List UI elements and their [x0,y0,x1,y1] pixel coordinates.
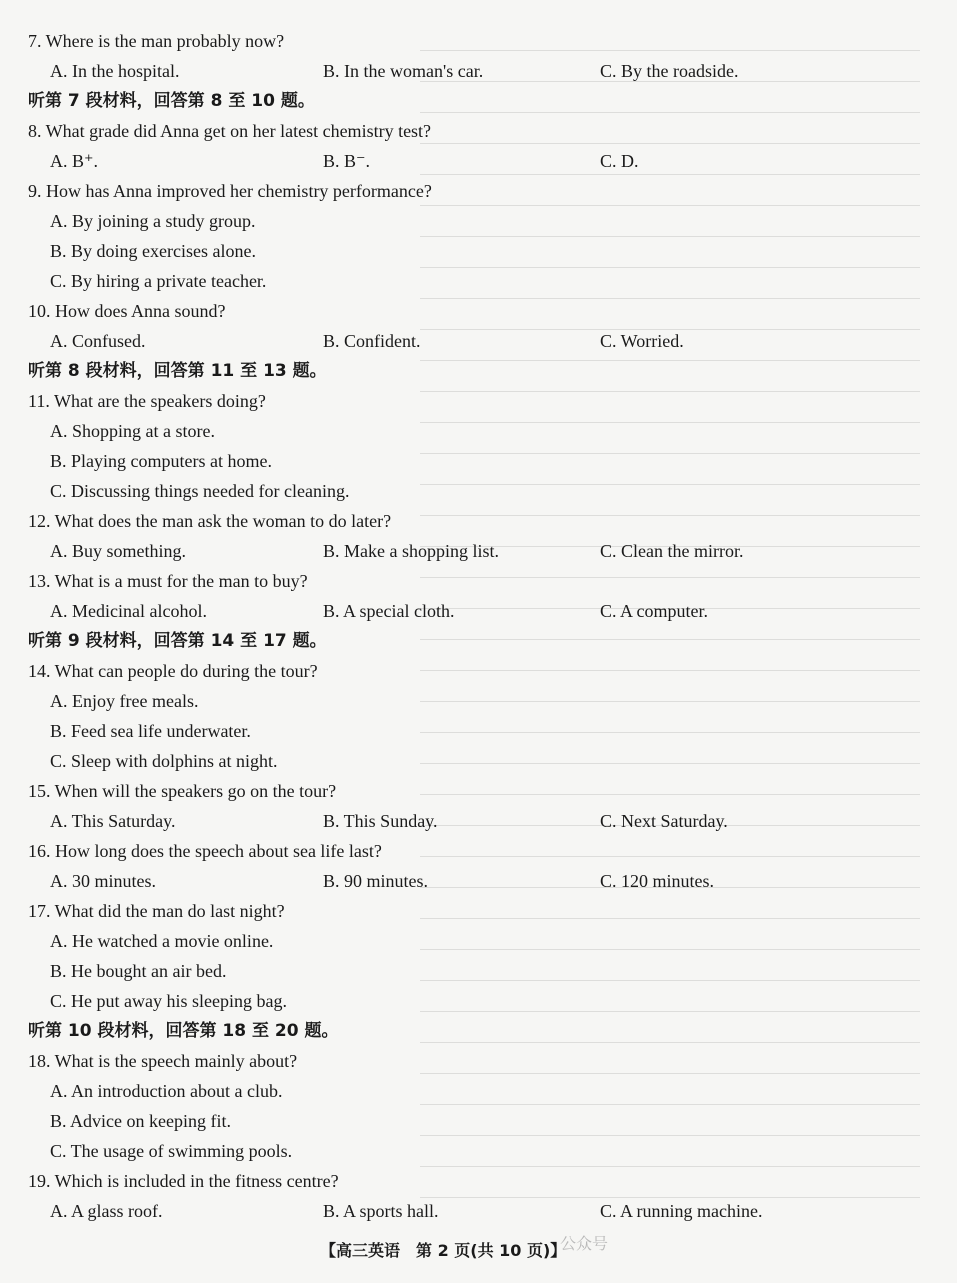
option-a: A. Medicinal alcohol. [50,601,207,621]
option-c: C. Worried. [600,331,684,351]
option-line [28,416,928,446]
question-stem [28,836,928,866]
option-row [28,1196,928,1226]
option-text: A. He watched a movie online. [50,931,274,951]
option-line [28,1136,928,1166]
option-text: C. He put away his sleeping bag. [50,991,287,1011]
question-text: 8. What grade did Anna get on her latest chemistry test? [28,121,432,141]
option-text: B. He bought an air bed. [50,961,227,981]
question-stem [28,26,928,56]
option-c: C. Clean the mirror. [600,541,744,561]
option-line [28,476,928,506]
option-text: A. Enjoy free meals. [50,691,199,711]
question-text: 7. Where is the man probably now? [28,31,285,51]
question-stem [28,176,928,206]
question-stem [28,386,928,416]
option-text: C. The usage of swimming pools. [50,1141,293,1161]
option-a: A. 30 minutes. [50,871,156,891]
option-line [28,986,928,1016]
question-stem [28,776,928,806]
section-text: 听第 9 段材料，回答第 14 至 17 题。 [28,631,327,651]
option-c: C. By the roadside. [600,61,739,81]
question-text: 9. How has Anna improved her chemistry performance? [28,181,432,201]
option-b: B. B⁻. [323,151,371,171]
option-text: A. By joining a study group. [50,211,256,231]
question-text: 11. What are the speakers doing? [28,391,266,411]
question-text: 18. What is the speech mainly about? [28,1051,298,1071]
section-instruction [28,1016,928,1046]
option-a: A. B⁺. [50,151,99,171]
option-row [28,146,928,176]
question-text: 10. How does Anna sound? [28,301,226,321]
option-line [28,956,928,986]
question-stem [28,1166,928,1196]
watermark: 公众号 [560,1234,609,1253]
option-line [28,686,928,716]
option-row [28,806,928,836]
option-c: C. A running machine. [600,1201,763,1221]
question-stem [28,656,928,686]
question-text: 15. When will the speakers go on the tour? [28,781,337,801]
option-c: C. Next Saturday. [600,811,728,831]
question-text: 12. What does the man ask the woman to do later? [28,511,392,531]
question-stem [28,896,928,926]
option-b: B. Make a shopping list. [323,541,499,561]
option-text: C. Discussing things needed for cleaning. [50,481,350,501]
option-b: B. 90 minutes. [323,871,429,891]
option-b: B. A sports hall. [323,1201,439,1221]
option-b: B. This Sunday. [323,811,438,831]
option-line [28,236,928,266]
option-line [28,926,928,956]
question-stem [28,566,928,596]
option-text: B. By doing exercises alone. [50,241,256,261]
option-text: B. Feed sea life underwater. [50,721,251,741]
option-line [28,266,928,296]
section-instruction [28,356,928,386]
option-text: C. Sleep with dolphins at night. [50,751,278,771]
option-text: B. Playing computers at home. [50,451,272,471]
section-instruction [28,86,928,116]
option-c: C. A computer. [600,601,708,621]
option-b: B. Confident. [323,331,421,351]
question-list [28,26,928,1226]
page-footer: 【高三英语 第 2 页(共 10 页)】 [320,1241,567,1260]
option-b: B. In the woman's car. [323,61,484,81]
question-stem [28,116,928,146]
option-line [28,716,928,746]
section-text: 听第 8 段材料，回答第 11 至 13 题。 [28,361,327,381]
option-text: B. Advice on keeping fit. [50,1111,231,1131]
option-a: A. Confused. [50,331,146,351]
section-text: 听第 10 段材料，回答第 18 至 20 题。 [28,1021,339,1041]
option-c: C. 120 minutes. [600,871,715,891]
option-line [28,446,928,476]
question-stem [28,296,928,326]
option-line [28,746,928,776]
question-text: 17. What did the man do last night? [28,901,285,921]
option-c: C. D. [600,151,639,171]
section-text: 听第 7 段材料，回答第 8 至 10 题。 [28,91,315,111]
option-row [28,326,928,356]
option-line [28,206,928,236]
option-line [28,1106,928,1136]
option-a: A. In the hospital. [50,61,180,81]
option-line [28,1076,928,1106]
option-row [28,596,928,626]
option-b: B. A special cloth. [323,601,455,621]
option-text: C. By hiring a private teacher. [50,271,267,291]
question-text: 19. Which is included in the fitness centre? [28,1171,339,1191]
question-text: 14. What can people do during the tour? [28,661,318,681]
option-a: A. Buy something. [50,541,187,561]
option-a: A. A glass roof. [50,1201,163,1221]
question-text: 16. How long does the speech about sea life last? [28,841,382,861]
question-stem [28,1046,928,1076]
question-stem [28,506,928,536]
section-instruction [28,626,928,656]
option-a: A. This Saturday. [50,811,176,831]
option-text: A. An introduction about a club. [50,1081,283,1101]
option-row [28,536,928,566]
option-row [28,866,928,896]
question-text: 13. What is a must for the man to buy? [28,571,308,591]
option-row [28,56,928,86]
option-text: A. Shopping at a store. [50,421,215,441]
